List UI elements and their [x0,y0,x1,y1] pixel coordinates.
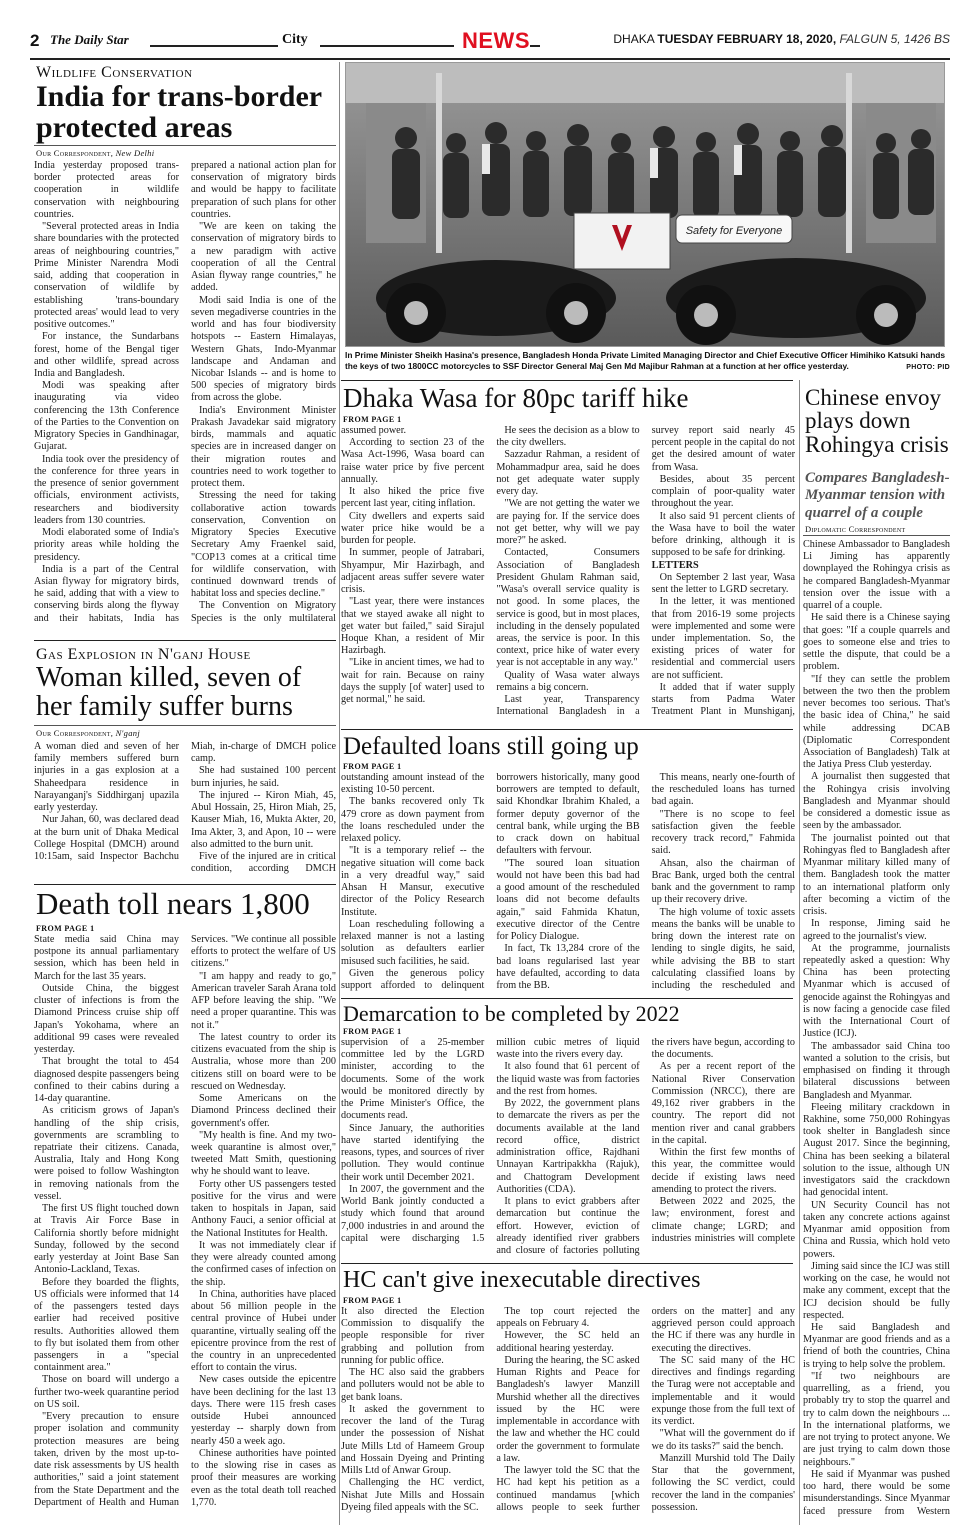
paragraph: Outside China, the biggest cluster of infections is from the Diamond Princess cruise ship off Japan's Yokohama, where an additional 99 cases were revealed yesterday. [34,982,179,1056]
paragraph: Ahsan, also the chairman of Brac Bank, urged both the central bank and the government to ramp up their recovery drive. [651,857,795,906]
paragraph: Chinese authorities have pointed to the slowing rise in cases as proof their measures are working even as the total death toll reached 1,770. [191,1447,336,1508]
paragraph: The latest country to order its citizens evacuated from the ship is Australia, whose more than 200 citizens still on board were to be rescued on Wednesday. [191,1031,336,1092]
paragraph: As criticism grows of Japan's handling of the ship crisis, governments are scrambling to repatriate their citizens. Canada, Australia, Italy and Hong Kong were poised to follow Washington in removing nationals from the vessel. [34,1105,179,1202]
masthead-divider [30,58,950,60]
news-label: NEWS [462,28,530,53]
paragraph: India yesterday proposed trans-border protected areas for cooperation in wildlife conservation with neighbouring countries. [34,160,179,220]
paragraph: "Every precaution to ensure proper isolation and community protection measures are being taken, driven by the most up-to-date risk assessments by US health authorities," said a joint statement from the State Department and the Department of Health and Human Services. "We continue all possible efforts to protect the welfare of US citizens." [34,934,336,1508]
paragraph: "If they can settle the problem between the two then the problem never becomes too serious. That's the basic idea of China," he said while addressing DCAB (Diplomatic Correspondent Association of Bangladesh) Talk at the Jatiya Press Club yesterday. [803,673,950,771]
paragraph: During the hearing, the SC asked Human Rights and Peace for Bangladesh's lawyer Manzill Murshid whether all the directives issued by the HC were implementable in accordance with the law and whether the HC could order the government to formulate a law. [496,1354,640,1464]
paragraph: Forty other US passengers tested positive for the virus and were taken to hospitals in Japan, said Anthony Fauci, a senior official at the National Institutes for Health. [191,1178,336,1239]
paragraph: He said there is a Chinese saying that goes: "If a couple quarrels and goes to someone else and tries to settle the dispute, that could be a problem. [803,612,950,673]
paragraph: That brought the total to 454 diagnosed despite passengers being confined to their cabins during a 14-day quarantine. [34,1056,179,1105]
paragraph: The banks recovered only Tk 479 crore as down payment from the loans rescheduled under the relaxed policy. [341,796,485,845]
paragraph: "We are keen on taking the conservation of migratory birds to a new paradigm with active cooperation of all the Central Asian flyway range countries," he added. [191,221,336,294]
paragraph: Challenging the HC verdict, Nishat Jute Mills and Hossain Dyeing filed appeals with the SC. [341,1477,485,1513]
story-body-chinese [803,539,950,1524]
paragraph: On September 2 last year, Wasa sent the letter to LGRD secretary. [651,571,795,596]
masthead-rule-mid [320,45,454,47]
headline-hc: HC can't give inexecutable directives [343,1267,701,1293]
paragraph: Last year, Transparency International Bangladesh in a survey report said nearly 45 percent people in the capital do not get the desired amount of water from Wasa. [496,425,795,718]
paragraph: The injured -- Kiron Miah, 45, Abul Hossain, 25, Hiron Miah, 25, Kauser Miah, 16, Mukta Akter, 20, Ima Akter, 3, and Apon, 10 -- were also admitted to the burn unit. [191,789,336,850]
paragraph: Fleeing military crackdown in Rakhine, some 750,000 Rohingyas took shelter in Bangladesh since August 2017. Since the beginning, China has been seeking a bilateral solution to the issue, although UN investigators said the crackdown had genocidal intent. [803,1101,950,1199]
paragraph: It also directed the Election Commission to disqualify the people responsible for river grabbing and pollution from running for public office. [341,1306,485,1366]
rule-india [34,145,336,146]
paragraph: India's Environment Minister Prakash Javadekar said migratory birds, mammals and aquatic species are in increased danger on their migration routes and countries need to work together to protect them. [191,404,336,490]
paragraph: "The soured loan situation would not have been this bad had a good amount of the rescheduled loans did not become defaults again," said Fahmida Khatun, executive director of the Centre for Policy Dialogue. [496,857,640,943]
byline-place: N'ganj [115,728,140,738]
paragraph: Given the generous policy support afforded to delinquent borrowers historically, many good borrowers are tempted to default, said Khondkar Ibrahim Khaled, a former deputy governor of the central bank, while urging the BB to crack down on habitual defaulters with fervour. [341,772,640,991]
paragraph: The SC said many of the HC directives and findings regarding the Turag were not acceptable and implementable and it would expunge those from the full text of its verdict. [651,1354,795,1428]
paragraph: Quality of Wasa water always remains a big concern. [496,669,640,693]
paragraph: It also hiked the price five percent last year, citing inflation. [341,486,485,510]
paragraph: Between 2022 and 2025, the law; environment, forest and climate change; LGRD; and industries ministries will complete [651,1196,795,1244]
headline-chinese: Chinese envoy plays down Rohingya crisis [805,385,949,457]
paragraph: In China, authorities have placed about 56 million people in the central province of Hubei under quarantine, virtually sealing off the epicentre province from the rest of the country in an unprecedented effort to contain the virus. [191,1288,336,1374]
headline-loans: Defaulted loans still going up [343,733,639,760]
rule-demarcation-top [341,998,793,999]
paragraph: The lawyer told the SC that the HC had kept his petition as a continued mandamus [which allows people to seek further orders on the matter] and any aggrieved person could approach the HC if there was any hurdle in executing the directives. [496,1306,795,1513]
dateline-city: DHAKA [613,32,655,46]
section-divider-1 [34,640,336,641]
paragraph: Manzill Murshid told The Daily Star that the government, following the SC verdict, could recover the land in the companies' possession. [651,1452,795,1513]
rule-chinese [803,535,950,536]
paragraph: It also said 91 percent clients of the Wasa have to boil the water before drinking, although it is supposed to be safe for drinking. [651,510,795,559]
paragraph: The top court rejected the appeals on February 4. [496,1306,640,1330]
paragraph: The Convention on Migratory Species is the only multilateral [191,600,336,624]
story-body-woman [34,741,336,879]
paragraph: A woman died and seven of her family members suffered burn injuries in a gas explosion at a Shaheedpara residence in Narayanganj's Siddhirganj upazila early yesterday. [34,741,179,814]
paragraph: The HC also said the grabbers and polluters would not be able to get bank loans. [341,1367,485,1403]
paragraph: It added that if water supply starts from Padma Water Treatment Plant in Munshiganj, [651,681,795,718]
column-divider-right [799,380,800,1525]
paragraph: "There is no scope to feel satisfaction given the feeble recovery track record," Fahmida said. [651,808,795,857]
paragraph: The journalist pointed out that Rohingyas fled to Bangladesh after Myanmar military killed many of them. Bangladesh took the matter to an international platform only after becoming a victim of the crisis. [803,832,950,918]
paragraph: UN Security Council has not taken any concrete actions against Myanmar amid opposition from China and Russia, which hold veto powers. [803,1199,950,1260]
story-body-demarcation [341,1037,795,1259]
paragraph: "My health is fine. And my two-week quarantine is almost over," tweeted Matt Smith, questioning why he should want to leave. [191,1129,336,1178]
rule-woman [34,725,336,726]
masthead-rule-right [530,45,540,47]
from-page-hc: FROM PAGE 1 [343,1296,402,1305]
headline-wasa: Dhaka Wasa for 80pc tariff hike [343,383,689,413]
paragraph: City dwellers and experts said water price hike would be a burden for people. [341,510,485,547]
photo-illustration [346,63,945,347]
paragraph: Modi was speaking after inaugurating via video conferencing the 13th Conference of the Parties to the Convention on Migratory Species in Gandhinagar, Gujarat. [34,380,179,453]
paragraph: India took over the presidency of the conference for three years in the presence of senior government officials, environment activists, researchers and biodiversity leaders from 130 countries. [34,453,179,526]
paragraph: "What will the government do if we do its tasks?" said the bench. [651,1428,795,1452]
paragraph: "Last year, there were instances that we stayed awake all night to get water but failed," said Sirajul Hoque Khan, a resident of Mir Hazirbagh. [341,596,485,657]
paragraph: He sees the decision as a blow to the city dwellers. [496,425,640,449]
paragraph: Modi elaborated some of India's priority areas while holding the presidency. [34,527,179,563]
byline-role: Our Correspondent, [36,728,114,738]
paragraph: Within the first few months of this year, the committee would decide if existing laws need amending to protect the rivers. [651,1147,795,1195]
rule-hc-top [341,1263,793,1264]
paragraph: For instance, the Sundarbans forest, home of the Bengal tiger and other wildlife, spread across India and Bangladesh. [34,331,179,379]
paragraph: assumed power. [341,425,407,436]
dateline [613,32,950,46]
paragraph: This means, nearly one-fourth of the rescheduled loans has turned bad again. [651,772,795,808]
section-divider-2 [34,884,336,885]
story-kicker-woman: Gas Explosion in N'ganj House [36,646,251,663]
photo-board-text: Safety for Everyone [685,225,783,237]
rule-loans-top [341,729,793,730]
photo-caption: In Prime Minister Sheikh Hasina's presence, Bangladesh Honda Private Limited Managing Director and Chief Executive Officer Himihiko Katsuki hands the keys of two 1800CC motorcycles to SSF Director General Maj Gen Md Majibur Rahman at a function at her office yesterday. [345,350,946,371]
paragraph: Since January, the authorities have started identifying the reasons, types, and sources of river pollution. They would continue their work until December 2021. [341,1122,485,1183]
dateline-day: TUESDAY FEBRUARY 18, 2020, [657,32,837,46]
paragraph: He said if Myanmar was pushed too hard, there would be some misunderstandings. Since Myanmar faced pressure from Western [803,1468,950,1517]
page-number: 2 [30,31,40,50]
headline-india: India for trans-border protected areas [36,80,322,144]
paragraph: At the programme, journalists repeatedly asked a question: Why China has been protecting Myanmar which is accused of genocide against the Rohingyas and is now facing a genocide case filed with the International Court of Justice (ICJ). [803,942,950,1040]
paragraph: "If two neighbours are quarrelling, as a friend, you probably try to stop the quarrel and try to calm down the neighbours ... In the international platforms, we are not trying to protect anyone. We are just trying to calm down those neighbours." [803,1370,950,1468]
paragraph: Before they boarded the flights, US officials were informed that 14 of the passengers tested days earlier had received positive results. Authorities allowed them to fly but isolated them from other passengers in a "special containment area." [34,1276,179,1374]
paragraph: Those on board will undergo a further two-week quarantine period on US soil. [34,1374,179,1410]
paragraph: supervision of a 25-member committee led by the LGRD minister, according to the documents. Some of the work would be monitored directly by the Prime Minister's Office, the documents read. [341,1037,485,1122]
from-page-demarcation: FROM PAGE 1 [343,1027,402,1036]
paragraph: By 2022, the government plans to demarcate the rivers as per the documents available at the land record office, district administration office, Rajdhani Unnayan Kartripakkha (Rajuk), and Chattogram Development Authorities (CDA). [496,1098,640,1195]
headline-demarcation: Demarcation to be completed by 2022 [343,1001,680,1026]
paragraph: India is a part of the Central Asian flyway for migratory birds, he said, adding that with a view to conserving birds along the flyway and their habitats, India has prepared a national action plan for conservation of migratory birds and would be happy to facilitate preparation of such plans for other countries. [34,160,336,624]
column-divider-left [339,62,340,1525]
from-page-loans: FROM PAGE 1 [343,762,402,771]
paragraph: Contacted, Consumers Association of Bangladesh President Ghulam Rahman said, "Wasa's overall service quality is not good. In some places, the service is good, but in most places, including in the densely populated areas, the service is poor. In this context, price hike of water every year is not acceptable in any way." [496,547,640,669]
story-body-death [34,934,336,1520]
paragraph: LETTERS [651,559,699,571]
byline-woman [36,728,140,738]
paragraph: The first US flight touched down at Travis Air Force Base in California shortly before midnight Sunday, followed by the second early yesterday at Joint Base San Antonio-Lackland, Texas. [34,1203,179,1276]
story-body-india [34,160,336,634]
paragraph: The high volume of toxic assets means the banks will be unable to bring down the interest rate on lending to single digits, he said, while advising the BB to start calculating classified loans by including the rescheduled and [651,906,795,991]
paragraph: A journalist then suggested that the Rohingya crisis involving Bangladesh and Myanmar should be considered a domestic issue as seen by the ambassador. [803,771,950,832]
paragraph: However, the SC held an additional hearing yesterday. [496,1330,640,1354]
paragraph: In response, Jiming said he agreed to the journalist's view. [803,918,950,942]
paragraph: Besides, about 35 percent complain of poor-quality water throughout the year. [651,473,795,510]
news-photo [345,62,945,347]
paragraph: In summer, people of Jatrabari, Shyampur, Mir Hazirbagh, and adjacent areas suffer severe water crisis. [341,547,485,596]
story-body-wasa [341,425,795,725]
headline-woman: Woman killed, seven of her family suffer burns [36,662,302,722]
byline-role: Our Correspondent, [36,148,114,158]
story-kicker-india: Wildlife Conservation [36,64,193,81]
paragraph: It asked the government to recover the land of the Turag under the possession of Nishat Jute Mills Ltd of Hameem Group and Hossain Dyeing and Printing Mills Ltd of Anwar Group. [341,1403,485,1477]
paragraph: "Like in ancient times, we had to wait for rain. Because on rainy days the supply [of water] used to get normal," he said. [341,657,485,706]
paragraph: outstanding amount instead of the existing 10-50 percent. [341,772,485,796]
paragraph: "Several protected areas in India share boundaries with the protected areas of neighbouring countries," Prime Minister Narendra Modi said, adding that cooperation in conservation of wildlife by establishing 'trans-boundary protected areas' would lead to very positive outcomes." [34,221,179,331]
paragraph: Modi said India is one of the seven megadiverse countries in the world and has four biodiversity hotspots -- Eastern Himalayas, Western Ghats, Indo-Myanmar landscape and Andaman and Nicobar Islands -- and is home to 500 species of migratory birds from across the globe. [191,294,336,404]
paragraph: "I am happy and ready to go," American traveler Sarah Arana told AFP before leaving the ship. "We need a proper quarantine. This was not it." [191,970,336,1031]
paragraph: It also found that 61 percent of the liquid waste was from factories and the rest from homes. [496,1061,640,1097]
newspaper-logo: The Daily Star [50,32,129,47]
paragraph: Loan rescheduling following a relaxed manner is not a lasting solution as defaulters earlier misused such facilities, he said. [341,918,485,967]
paragraph: Nur Jahan, 60, was declared dead at the burn unit of Dhaka Medical College Hospital (DMCH) around 10:15am, said Inspector Bachchu Miah, in-charge of DMCH police camp. [34,741,336,863]
from-page-wasa: FROM PAGE 1 [343,415,402,424]
paragraph: Some Americans on the Diamond Princess declined their government's offer. [191,1093,336,1129]
paragraph: Sazzadur Rahman, a resident of Mohammadpur area, said he does not get adequate water supply every day. [496,449,640,498]
rule-wasa-top [341,380,793,381]
paragraph: Stressing the need for taking collaborative action towards conservation, Convention on Migratory Species Executive Secretary Amy Fraenkel said, "COP13 comes at a critical time for wildlife conservation, with continued downward trends of habitat loss and species decline." [191,490,336,600]
paragraph: According to section 23 of the Wasa Act-1996, Wasa board can raise water price by five percent annually. [341,437,485,485]
story-body-loans [341,772,795,994]
paragraph: The ambassador said China too wanted a solution to the crisis, but emphasised on finding it through bilateral discussions between Bangladesh and Myanmar. [803,1040,950,1101]
paragraph: She had sustained 100 percent burn injuries, he said. [191,765,336,789]
paragraph: Jiming said since the ICJ was still working on the case, he would not make any comment, except that the ICJ decision should be fully respected. [803,1260,950,1321]
byline-chinese: Diplomatic Correspondent [805,524,906,534]
paragraph: "It is a temporary relief -- the negative situation will come back in a very dreadful way," said Ahsan H Mansur, executive director of the Policy Research Institute. [341,845,485,918]
subhead-chinese: Compares Bangladesh-Myanmar tension with quarrel of a couple [805,470,950,521]
paragraph: It was not immediately clear if they were already counted among the confirmed cases of infection on the ship. [191,1239,336,1288]
paragraph: Chinese Ambassador to Bangladesh Li Jiming has apparently downplayed the Rohingya crisis as he compared Bangladesh-Myanmar tension over the issue with a quarrel of a couple. [803,539,950,612]
byline-india [36,148,154,158]
paragraph: In fact, Tk 13,284 crore of the bad loans regularised last year have defaulted, according to data from the BB. [496,943,640,991]
paragraph: New cases outside the epicentre have been declining for the last 13 days. There were 115 fresh cases outside Hubei announced yesterday -- sharply down from nearly 450 a week ago. [191,1374,336,1447]
paragraph: It plans to evict grabbers after demarcation but continue the effort. However, eviction of already identified river grabbers and closure of factories polluting the rivers have begun, according to the documents. [496,1037,795,1256]
page-masthead [30,28,950,56]
headline-death: Death toll nears 1,800 [36,886,310,921]
paragraph: "We are not getting the water we are paying for. If the service does not get better, why will we pay more?" he asked. [496,498,640,547]
paragraph: Five of the injured are in critical condition, according DMCH [191,851,336,875]
photo-credit: PHOTO: PID [906,364,950,371]
section-label: City [282,32,308,47]
paragraph: In 2007, the government and the World Bank jointly conducted a study which found that around 7,000 industries in and around the capital were discharging 1.5 million cubic metres of liquid waste into the rivers every day. [341,1037,640,1244]
paragraph: He said Bangladesh and Myanmar are good friends and as a friend of both the countries, China is trying to help solve the problem. [803,1322,950,1370]
story-body-hc [341,1306,795,1518]
from-page-death: FROM PAGE 1 [36,924,95,933]
paragraph: In the letter, it was mentioned that from 2016-19 some projects were implemented and some were under implementation. So, the existing prices of water for residential and commercial users are not sufficient. [651,596,795,681]
paragraph: State media said China may postpone its annual parliamentary session, which has been held in March for the last 35 years. [34,934,179,982]
byline-place: New Delhi [115,148,155,158]
dateline-bangla: FALGUN 5, 1426 BS [839,32,950,46]
paragraph: As per a recent report of the National River Conservation Commission (NRCC), there are 49,162 river grabbers in the country. The report did not mention river and canal grabbers in the capital. [651,1061,795,1146]
masthead-rule-left [150,45,278,47]
